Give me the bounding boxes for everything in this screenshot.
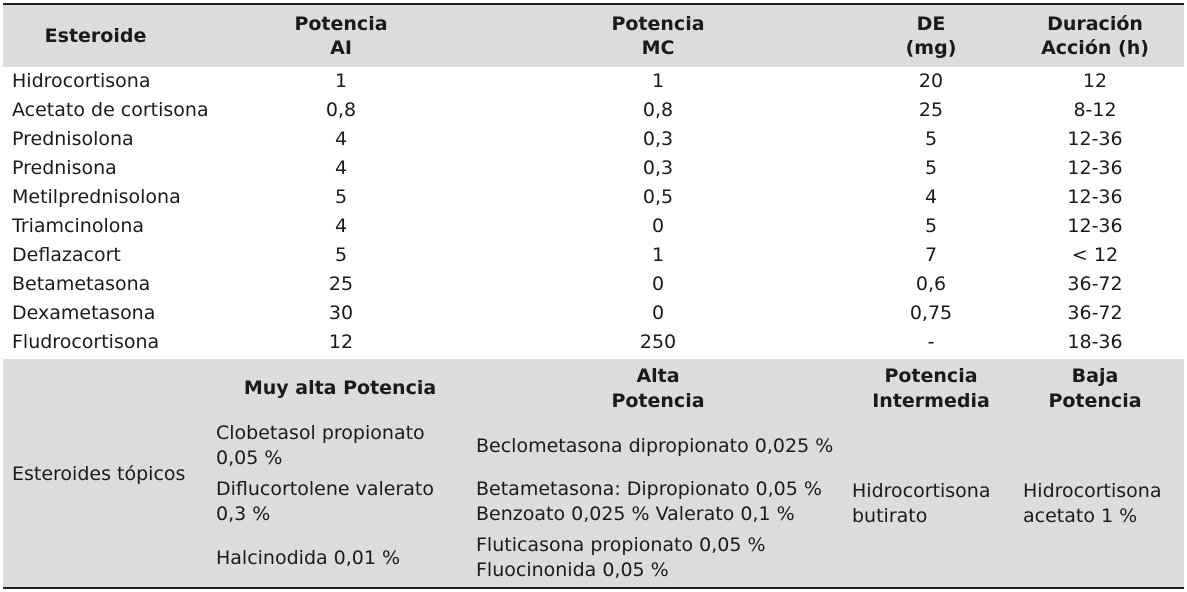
cell-name: Prednisolona [12,128,134,150]
cell-duracion: 12-36 [1067,157,1123,179]
cell-potencia-mc: 0,3 [642,157,674,179]
cell-de: 25 [918,99,944,121]
cell-de: 20 [918,70,944,92]
cell-potencia-ai: 1 [334,70,348,92]
table-row [3,299,1184,328]
table-row [3,96,1184,125]
cell-duracion: 12 [1082,70,1108,92]
cell-de: 4 [924,186,938,208]
cell-duracion: 8-12 [1073,99,1117,121]
muy-alta-item: Halcinodida 0,01 % [216,547,401,569]
header-muy-alta-potencia: Muy alta Potencia [243,377,437,399]
header-duracion: Duración Acción (h) [1041,13,1149,59]
table-row [3,212,1184,241]
baja-item: Hidrocortisona acetato 1 % [1023,480,1162,527]
cell-potencia-mc: 0 [651,302,665,324]
table-row [3,183,1184,212]
intermedia-item: Hidrocortisona butirato [852,480,991,527]
alta-item: Beclometasona dipropionato 0,025 % [476,435,834,457]
cell-duracion: 12-36 [1067,215,1123,237]
cell-name: Dexametasona [12,302,156,324]
header-potencia-intermedia: Potencia Intermedia [872,365,990,412]
cell-name: Prednisona [12,157,117,179]
cell-potencia-mc: 0 [651,273,665,295]
cell-potencia-ai: 4 [334,157,348,179]
cell-potencia-mc: 0,8 [642,99,674,121]
table-row [3,67,1184,96]
cell-duracion: 36-72 [1067,302,1123,324]
cell-potencia-ai: 4 [334,215,348,237]
table-row [3,270,1184,299]
cell-name: Deflazacort [12,244,121,266]
cell-potencia-mc: 0,5 [642,186,674,208]
cell-potencia-ai: 25 [328,273,354,295]
cell-potencia-ai: 5 [334,186,348,208]
cell-name: Metilprednisolona [12,186,181,208]
table-row [3,241,1184,270]
cell-de: 0,75 [909,302,953,324]
cell-potencia-ai: 4 [334,128,348,150]
cell-de: 0,6 [915,273,947,295]
cell-name: Triamcinolona [12,215,145,237]
table-header [3,5,1184,67]
cell-de: 5 [924,157,938,179]
cell-potencia-mc: 250 [639,331,677,353]
table-row [3,328,1184,357]
cell-potencia-ai: 12 [328,331,354,353]
cell-name: Hidrocortisona [12,70,151,92]
table-row [3,125,1184,154]
cell-de: - [927,331,935,353]
cell-name: Betametasona [12,273,151,295]
cell-potencia-mc: 0 [651,215,665,237]
header-baja-potencia: Baja Potencia [1048,365,1142,412]
cell-duracion: 12-36 [1067,128,1123,150]
table-bottom-rule [3,587,1184,589]
header-de: DE (mg) [905,13,957,59]
alta-item: Betametasona: Dipropionato 0,05 % Benzoato 0,025 % Valerato 0,1 % [476,478,822,525]
cell-potencia-mc: 1 [651,70,665,92]
cell-potencia-mc: 0,3 [642,128,674,150]
cell-duracion: 12-36 [1067,186,1123,208]
muy-alta-item: Diflucortolene valerato 0,3 % [216,478,434,525]
cell-name: Acetato de cortisona [12,99,209,121]
table-body [3,67,1184,358]
muy-alta-item: Clobetasol propionato 0,05 % [216,422,425,469]
cell-potencia-ai: 30 [328,302,354,324]
cell-duracion: 36-72 [1067,273,1123,295]
cell-potencia-ai: 0,8 [325,99,357,121]
cell-potencia-mc: 1 [651,244,665,266]
topical-section [3,359,1184,587]
header-potencia-mc: Potencia MC [611,13,705,59]
cell-name: Fludrocortisona [12,331,160,353]
table-row [3,154,1184,183]
steroid-table [3,3,1184,589]
cell-de: 5 [924,215,938,237]
cell-potencia-ai: 5 [334,244,348,266]
header-alta-potencia: Alta Potencia [611,365,705,412]
cell-de: 5 [924,128,938,150]
cell-duracion: < 12 [1071,244,1119,266]
topical-label: Esteroides tópicos [12,463,186,485]
alta-item: Fluticasona propionato 0,05 % Fluocinonida 0,05 % [476,534,766,581]
header-potencia-ai: Potencia AI [294,13,388,59]
header-esteroide: Esteroide [44,25,147,47]
cell-de: 7 [924,244,938,266]
cell-duracion: 18-36 [1067,331,1123,353]
